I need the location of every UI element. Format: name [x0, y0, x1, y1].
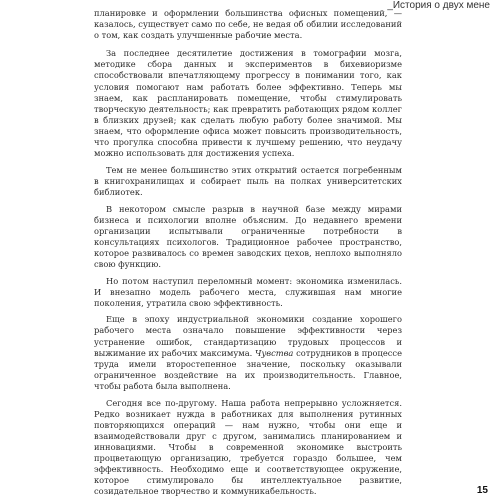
paragraph-4: В некотором смысле разрыв в научной базе между мирами бизнеса и психологии вполне объясним. До недавнего времени организации испытывали ограниченные потребности в консультациях психологов. Традиционное рабочее пространство, которое развивалось со времен заводских цехов, неплохо выполняло свою функцию.	[94, 203, 402, 269]
paragraph-6-continuation: сотрудников в процессе труда имели второстепенное значение, поскольку оказывали ограниченное воздействие на их производительность. Главное, чтобы работа была выполнена.	[94, 347, 402, 391]
page-number: 15	[476, 485, 488, 496]
running-header: _История о двух мене	[387, 0, 490, 11]
paragraph-1: планировке и оформлении большинства офисных помещений, — казалось, существует само по себе, не ведая об обилии исследований о том, как создать улучшенные рабочие места.	[94, 8, 402, 41]
paragraph-6-text: Еще в эпоху индустриальной экономики создание хорошего рабочего места означало повышение эффективности через устранение ошибок, стандартизацию трудовых процессов и выжимание их рабочих максимума.	[94, 314, 402, 358]
italic-emphasis: Чувства	[255, 347, 294, 358]
paragraph-6	[94, 314, 402, 392]
paragraph-5: Но потом наступил переломный момент: экономика изменилась. И внезапно модель рабочего места, служившая нам многие поколения, утратила свою эффективность.	[94, 275, 402, 308]
paragraph-3: Тем не менее большинство этих открытий остается погребенным в книгохранилищах и собирает пыль на полках университетских библиотек.	[94, 164, 402, 197]
paragraph-2: За последнее десятилетие достижения в томографии мозга, методике сбора данных и экспериментов в бихевиоризме способствовали впечатляющему прогрессу в понимании того, как условия помогают нам работать более эффективно. Теперь мы знаем, как распланировать помещение, чтобы стимулировать творческую деятельность; как превратить работающих рядом коллег в близких друзей; как сделать любую работу более значимой. Мы знаем, что оформление офиса может повысить производительность, что прогулка способна привести к лучшему решению, что неудачу можно использовать для достижения успеха.	[94, 48, 402, 159]
body-text	[94, 8, 402, 497]
paragraph-7: Сегодня все по-другому. Наша работа непрерывно усложняется. Редко возникает нужда в работниках для выполнения рутинных повторяющихся операций — нам нужно, чтобы они еще и взаимодействовали друг с другом, занимались планированием и инновациями. Чтобы в современной экономике выстроить процветающую организацию, требуется гораздо большее, чем эффективность. Необходимо еще и соответствующее окружение, которое стимулировало бы интеллектуальное развитие, созидательное творчество и коммуникабельность.	[94, 397, 402, 497]
